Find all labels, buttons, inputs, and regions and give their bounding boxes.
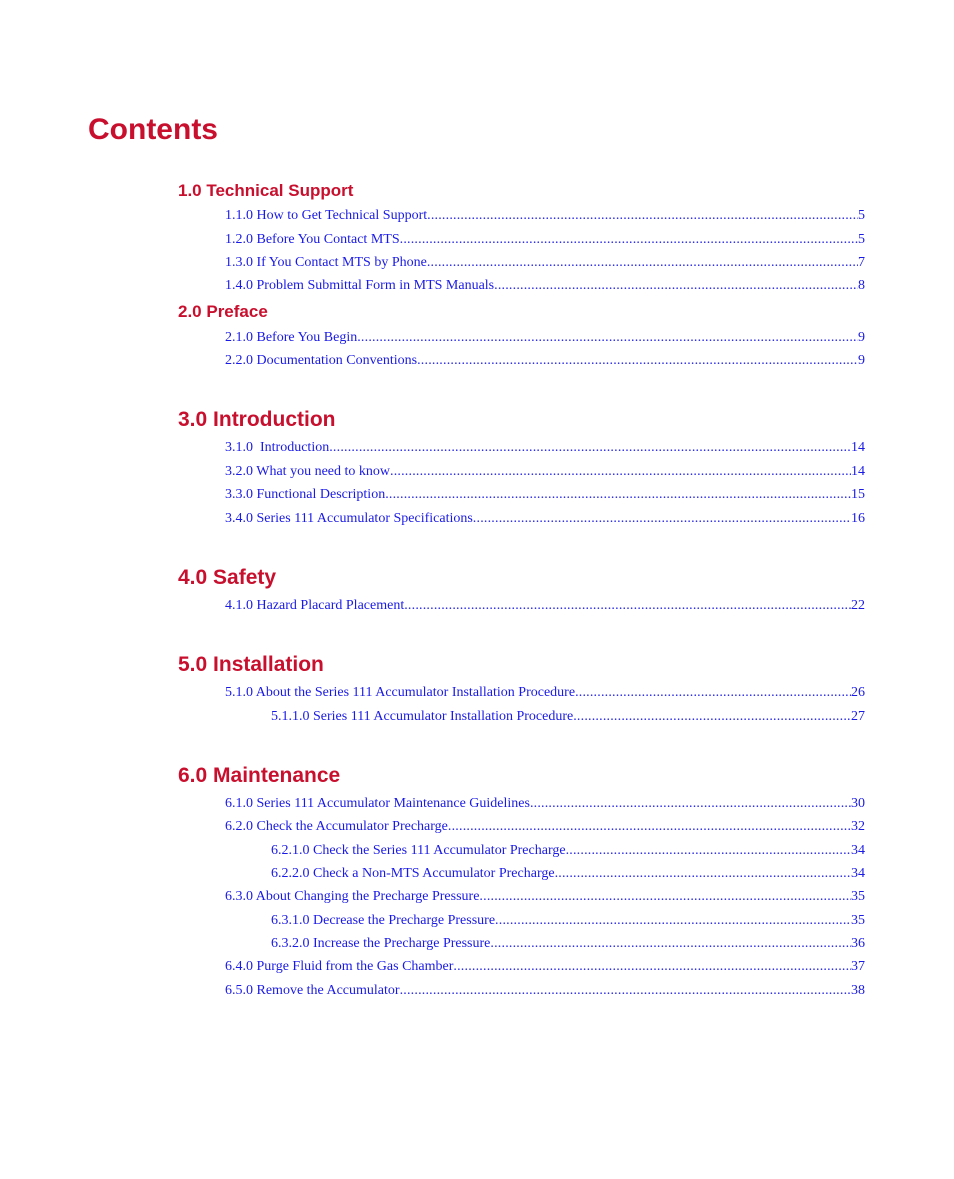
dot-leader	[575, 684, 851, 702]
toc-entry-label: 3.3.0 Functional Description	[225, 487, 386, 502]
toc-subentry[interactable]	[271, 912, 865, 930]
dot-leader	[479, 888, 851, 906]
toc-subentry[interactable]	[271, 935, 865, 953]
toc-entry[interactable]	[225, 439, 865, 457]
toc-entry[interactable]	[225, 982, 865, 1000]
toc-subentry[interactable]	[271, 708, 865, 726]
toc-entry-label: 6.3.2.0 Increase the Precharge Pressure	[271, 936, 491, 951]
toc-entry-label: 5.1.1.0 Series 111 Accumulator Installation Procedure	[271, 709, 574, 724]
section-heading[interactable]: 6.0 Maintenance	[178, 764, 341, 787]
toc-entry-label: 6.3.0 About Changing the Precharge Pressure	[225, 889, 480, 904]
toc-entry[interactable]	[225, 463, 865, 481]
toc-entry[interactable]	[225, 684, 865, 702]
toc-subentry[interactable]	[271, 865, 865, 883]
toc-entry-page: 9	[858, 353, 865, 368]
toc-entry-label: 3.4.0 Series 111 Accumulator Specifications	[225, 511, 473, 526]
dot-leader	[573, 708, 851, 726]
toc-entry-label: 6.1.0 Series 111 Accumulator Maintenance Guidelines	[225, 796, 530, 811]
page-title: Contents	[88, 113, 218, 146]
toc-entry-page: 8	[858, 278, 865, 293]
toc-entry[interactable]	[225, 958, 865, 976]
toc-entry[interactable]	[225, 231, 865, 249]
toc-entry-page: 30	[851, 796, 865, 811]
dot-leader	[427, 254, 858, 272]
toc-entry-label: 3.1.0 Introduction	[225, 440, 330, 455]
toc-entry-page: 35	[851, 889, 865, 904]
toc-entry-label: 5.1.0 About the Series 111 Accumulator Installation Procedure	[225, 685, 576, 700]
dot-leader	[453, 958, 851, 976]
toc-entry-page: 26	[851, 685, 865, 700]
toc-entry[interactable]	[225, 486, 865, 504]
dot-leader	[417, 352, 858, 370]
dot-leader	[427, 207, 858, 225]
toc-entry-page: 16	[851, 511, 865, 526]
toc-entry[interactable]	[225, 510, 865, 528]
section-heading[interactable]: 5.0 Installation	[178, 653, 324, 676]
dot-leader	[400, 982, 851, 1000]
toc-entry-page: 9	[858, 330, 865, 345]
toc-entry-label: 2.1.0 Before You Begin	[225, 330, 358, 345]
toc-entry-page: 14	[851, 464, 865, 479]
dot-leader	[357, 329, 858, 347]
toc-entry-page: 5	[858, 208, 865, 223]
toc-entry[interactable]	[225, 597, 865, 615]
toc-entry-page: 5	[858, 232, 865, 247]
toc-entry[interactable]	[225, 795, 865, 813]
toc-entry[interactable]	[225, 277, 865, 295]
toc-entry[interactable]	[225, 888, 865, 906]
toc-entry-page: 37	[851, 959, 865, 974]
dot-leader	[329, 439, 851, 457]
toc-entry-page: 27	[851, 709, 865, 724]
dot-leader	[495, 912, 851, 930]
dot-leader	[490, 935, 851, 953]
toc-subentry[interactable]	[271, 842, 865, 860]
toc-entry-label: 1.4.0 Problem Submittal Form in MTS Manuals	[225, 278, 495, 293]
toc-entry[interactable]	[225, 329, 865, 347]
section-heading[interactable]: 3.0 Introduction	[178, 408, 336, 431]
dot-leader	[385, 486, 851, 504]
toc-entry-page: 34	[851, 843, 865, 858]
toc-entry-page: 32	[851, 819, 865, 834]
toc-entry-label: 1.3.0 If You Contact MTS by Phone	[225, 255, 427, 270]
toc-entry[interactable]	[225, 352, 865, 370]
toc-entry-label: 2.2.0 Documentation Conventions	[225, 353, 418, 368]
dot-leader	[494, 277, 858, 295]
toc-entry-page: 34	[851, 866, 865, 881]
toc-entry[interactable]	[225, 818, 865, 836]
toc-entry[interactable]	[225, 254, 865, 272]
toc-entry-page: 7	[858, 255, 865, 270]
toc-entry-page: 14	[851, 440, 865, 455]
toc-entry-label: 6.3.1.0 Decrease the Precharge Pressure	[271, 913, 496, 928]
dot-leader	[555, 865, 851, 883]
section-heading[interactable]: 1.0 Technical Support	[178, 181, 354, 200]
toc-entry-label: 6.2.1.0 Check the Series 111 Accumulator Precharge	[271, 843, 566, 858]
dot-leader	[404, 597, 851, 615]
dot-leader	[400, 231, 858, 249]
toc-entry-label: 1.2.0 Before You Contact MTS	[225, 232, 400, 247]
dot-leader	[473, 510, 851, 528]
toc-entry-page: 38	[851, 983, 865, 998]
dot-leader	[566, 842, 851, 860]
toc-entry-page: 15	[851, 487, 865, 502]
toc-entry-page: 36	[851, 936, 865, 951]
toc-entry-label: 6.2.2.0 Check a Non-MTS Accumulator Precharge	[271, 866, 555, 881]
toc-entry-label: 6.2.0 Check the Accumulator Precharge	[225, 819, 448, 834]
section-heading[interactable]: 2.0 Preface	[178, 302, 268, 321]
dot-leader	[448, 818, 851, 836]
toc-entry-page: 22	[851, 598, 865, 613]
toc-entry-label: 3.2.0 What you need to know	[225, 464, 390, 479]
toc-entry-label: 1.1.0 How to Get Technical Support	[225, 208, 428, 223]
dot-leader	[390, 463, 851, 481]
toc-entry-label: 6.4.0 Purge Fluid from the Gas Chamber	[225, 959, 454, 974]
toc-entry[interactable]	[225, 207, 865, 225]
dot-leader	[530, 795, 851, 813]
toc-entry-label: 4.1.0 Hazard Placard Placement	[225, 598, 405, 613]
toc-entry-label: 6.5.0 Remove the Accumulator	[225, 983, 400, 998]
toc-entry-page: 35	[851, 913, 865, 928]
section-heading[interactable]: 4.0 Safety	[178, 566, 277, 589]
